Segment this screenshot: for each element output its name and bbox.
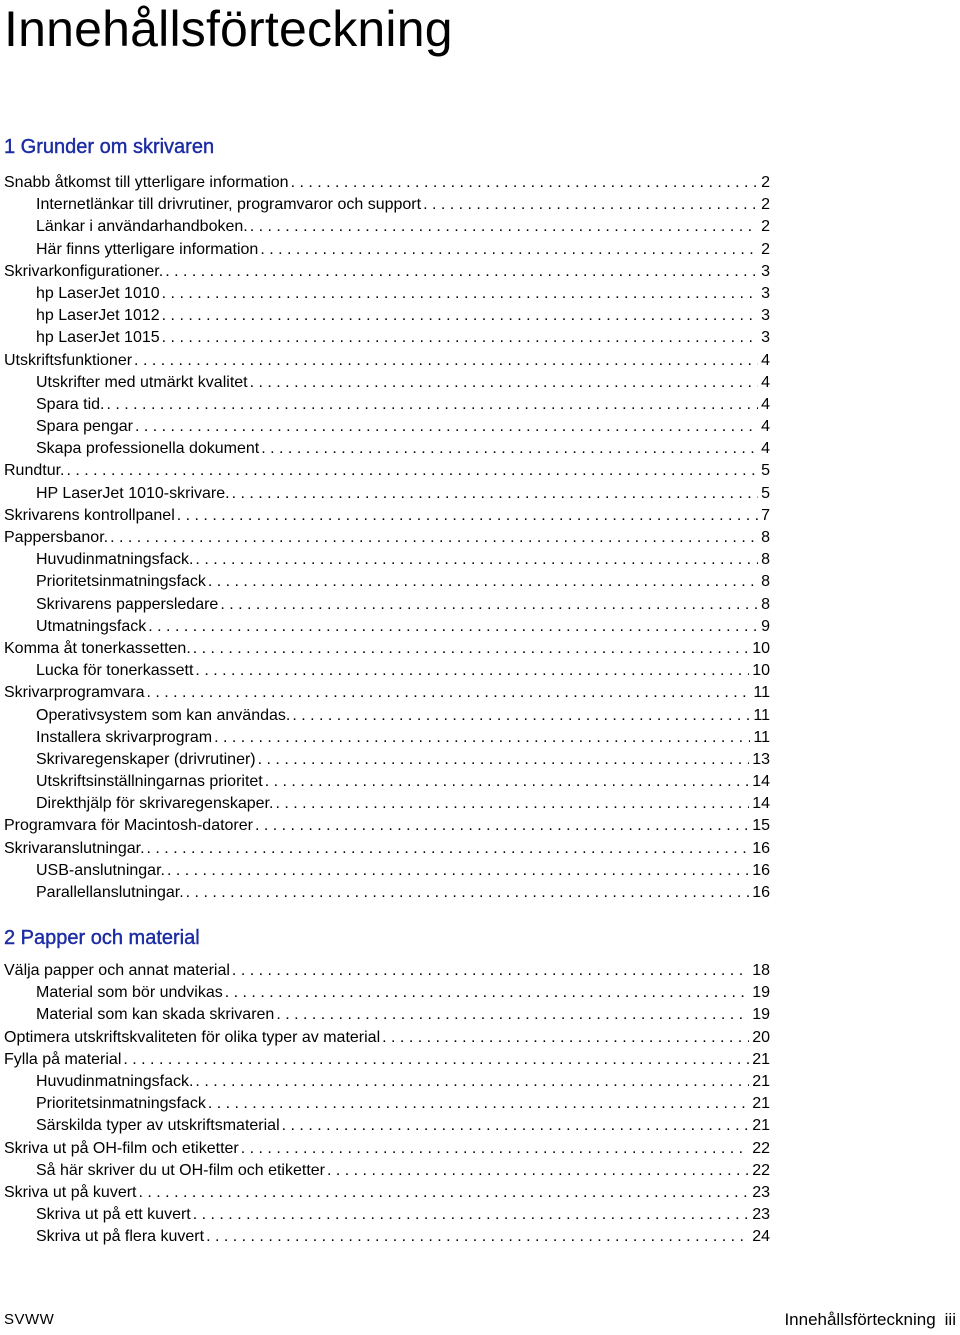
chapter-section xyxy=(4,134,770,904)
toc-entry-page-number: 4 xyxy=(761,373,770,391)
toc-dot-leader xyxy=(184,882,750,904)
toc-entry-page-number: 16 xyxy=(752,839,770,857)
toc-dot-leader xyxy=(223,982,749,1004)
toc-entry-title: USB-anslutningar. xyxy=(36,861,165,879)
toc-dot-leader xyxy=(230,960,749,982)
toc-entry[interactable] xyxy=(4,660,770,682)
toc-entry[interactable] xyxy=(4,261,770,283)
toc-entry-page-number: 16 xyxy=(752,861,770,879)
toc-entry-page-number: 4 xyxy=(761,351,770,369)
toc-entry-page-number: 18 xyxy=(752,962,770,979)
toc-entry-title: Snabb åtkomst till ytterligare information xyxy=(4,174,289,191)
toc-entry[interactable] xyxy=(4,505,770,527)
toc-dot-leader xyxy=(258,239,758,261)
toc-entry-title: Internetlänkar till drivrutiner, programvaror och support xyxy=(36,196,422,214)
toc-entry-title: Spara tid. xyxy=(36,395,105,413)
toc-dot-leader xyxy=(191,1204,749,1226)
toc-entry-page-number: 23 xyxy=(752,1183,770,1201)
toc-entry-page-number: 3 xyxy=(761,262,770,280)
toc-entry[interactable] xyxy=(4,283,770,305)
toc-entry-title: Utmatningsfack xyxy=(36,617,147,635)
toc-entry-page-number: 21 xyxy=(752,1095,770,1113)
toc-entry-title: Huvudinmatningsfack. xyxy=(36,551,194,569)
toc-dot-leader xyxy=(175,505,758,527)
toc-entry-page-number: 22 xyxy=(752,1161,770,1179)
toc-dot-leader xyxy=(273,793,749,815)
toc-entry[interactable] xyxy=(4,1204,770,1226)
toc-entry[interactable] xyxy=(4,239,770,261)
page-title: Innehållsförteckning xyxy=(4,1,453,57)
toc-entry-page-number: 13 xyxy=(752,750,770,768)
toc-entry-title: Skrivarens pappersledare xyxy=(36,595,219,613)
toc-entry-page-number: 2 xyxy=(761,240,770,258)
toc-entry-title: Installera skrivarprogram xyxy=(36,728,213,746)
footer-title: Innehållsförteckning xyxy=(784,1310,936,1329)
toc-entry-page-number: 15 xyxy=(752,817,770,835)
toc-entry-title: hp LaserJet 1015 xyxy=(36,329,160,347)
toc-entry-title: Skriva ut på OH-film och etiketter xyxy=(4,1139,239,1157)
toc-dot-leader xyxy=(218,594,758,616)
toc-entry-page-number: 4 xyxy=(761,440,770,458)
toc-entry-title: Skrivaranslutningar. xyxy=(4,839,145,857)
toc-entry[interactable] xyxy=(4,1027,770,1049)
toc-entry[interactable] xyxy=(4,793,770,815)
toc-entry[interactable] xyxy=(4,638,770,660)
toc-dot-leader xyxy=(248,216,758,238)
chapter-heading[interactable]: 2 Papper och material xyxy=(4,927,200,949)
toc-entry-page-number: 20 xyxy=(752,1028,770,1046)
toc-entry-page-number: 22 xyxy=(752,1139,770,1157)
toc-entry-title: Särskilda typer av utskriftsmaterial xyxy=(36,1117,280,1135)
toc-entry-title: Välja papper och annat material xyxy=(4,962,230,979)
toc-entry[interactable] xyxy=(4,1138,770,1160)
toc-entry-title: Skriva ut på kuvert xyxy=(4,1183,137,1201)
toc-entry-page-number: 10 xyxy=(752,662,770,680)
toc-entry[interactable] xyxy=(4,527,770,549)
toc-entry[interactable] xyxy=(4,1071,770,1093)
toc-entry-title: Här finns ytterligare information xyxy=(36,240,259,258)
toc-dot-leader xyxy=(206,571,758,593)
toc-dot-leader xyxy=(256,749,750,771)
toc-entry-page-number: 3 xyxy=(761,329,770,347)
toc-entry[interactable] xyxy=(4,438,770,460)
toc-entry[interactable] xyxy=(4,460,770,482)
toc-entry-title: Utskriftsfunktioner xyxy=(4,351,133,369)
toc-dot-leader xyxy=(160,283,758,305)
toc-list xyxy=(4,960,770,1248)
toc-entry[interactable] xyxy=(4,1115,770,1137)
toc-entry[interactable] xyxy=(4,549,770,571)
toc-dot-leader xyxy=(193,660,749,682)
toc-entry-page-number: 10 xyxy=(752,639,770,657)
toc-entry-title: Material som bör undvikas xyxy=(36,984,223,1002)
toc-dot-leader xyxy=(380,1027,749,1049)
toc-entry-page-number: 11 xyxy=(753,684,770,702)
toc-dot-leader xyxy=(145,838,750,860)
toc-dot-leader xyxy=(248,372,758,394)
toc-entry[interactable] xyxy=(4,771,770,793)
toc-entry[interactable] xyxy=(4,1093,770,1115)
toc-entry[interactable] xyxy=(4,616,770,638)
toc-entry[interactable] xyxy=(4,394,770,416)
toc-entry-title: Fylla på material xyxy=(4,1050,122,1068)
toc-entry-title: Skrivarkonfigurationer. xyxy=(4,262,164,280)
toc-dot-leader xyxy=(421,194,758,216)
footer-page-label xyxy=(784,1310,956,1330)
toc-dot-leader xyxy=(230,483,759,505)
toc-entry-title: Skrivaregenskaper (drivrutiner) xyxy=(36,750,256,768)
toc-entry-page-number: 11 xyxy=(753,728,770,746)
toc-entry-title: Komma åt tonerkassetten. xyxy=(4,639,191,657)
toc-entry[interactable] xyxy=(4,194,770,216)
toc-entry[interactable] xyxy=(4,372,770,394)
toc-entry[interactable] xyxy=(4,1226,770,1248)
toc-entry-title: HP LaserJet 1010-skrivare. xyxy=(36,484,230,502)
toc-dot-leader xyxy=(204,1226,749,1248)
toc-entry[interactable] xyxy=(4,882,770,904)
toc-entry[interactable] xyxy=(4,1049,770,1071)
toc-entry-title: Prioritetsinmatningsfack xyxy=(36,573,206,591)
toc-entry-title: Skrivarens kontrollpanel xyxy=(4,506,175,524)
toc-entry-title: Direkthjälp för skrivaregenskaper. xyxy=(36,795,274,813)
toc-entry-page-number: 19 xyxy=(752,1006,770,1024)
toc-entry-page-number: 23 xyxy=(752,1206,770,1224)
toc-dot-leader xyxy=(325,1160,749,1182)
toc-dot-leader xyxy=(132,350,758,372)
toc-dot-leader xyxy=(160,327,758,349)
toc-entry-title: Spara pengar xyxy=(36,418,133,436)
toc-entry-page-number: 8 xyxy=(761,551,770,569)
toc-entry-title: Länkar i användarhandboken. xyxy=(36,218,248,236)
toc-dot-leader xyxy=(191,638,749,660)
toc-dot-leader xyxy=(108,527,758,549)
toc-entry[interactable] xyxy=(4,594,770,616)
toc-entry[interactable] xyxy=(4,838,770,860)
toc-entry[interactable] xyxy=(4,982,770,1004)
toc-entry-page-number: 7 xyxy=(761,506,770,524)
toc-dot-leader xyxy=(193,549,758,571)
toc-entry-page-number: 11 xyxy=(753,706,770,724)
toc-dot-leader xyxy=(289,172,759,194)
toc-entry-page-number: 5 xyxy=(761,462,770,480)
toc-entry-page-number: 16 xyxy=(752,884,770,901)
toc-entry-page-number: 24 xyxy=(752,1228,770,1246)
toc-entry[interactable] xyxy=(4,682,770,704)
toc-entry[interactable] xyxy=(4,172,770,194)
toc-dot-leader xyxy=(253,815,749,837)
toc-entry-title: Prioritetsinmatningsfack xyxy=(36,1095,206,1113)
toc-entry-title: Huvudinmatningsfack. xyxy=(36,1072,194,1090)
toc-entry-page-number: 8 xyxy=(761,529,770,546)
toc-entry-title: hp LaserJet 1010 xyxy=(36,284,160,302)
toc-dot-leader xyxy=(212,727,750,749)
toc-entry-title: Programvara för Macintosh-datorer xyxy=(4,817,253,835)
toc-entry[interactable] xyxy=(4,705,770,727)
toc-entry-title: Skriva ut på flera kuvert xyxy=(36,1228,205,1246)
toc-list xyxy=(4,172,770,904)
toc-entry-page-number: 9 xyxy=(761,617,770,635)
toc-entry-page-number: 8 xyxy=(761,595,770,613)
toc-entry-page-number: 3 xyxy=(761,307,770,325)
toc-entry-page-number: 19 xyxy=(752,984,770,1002)
toc-dot-leader xyxy=(239,1138,749,1160)
toc-entry-title: Pappersbanor. xyxy=(4,529,109,546)
toc-entry-page-number: 2 xyxy=(761,174,770,191)
toc-dot-leader xyxy=(144,682,750,704)
toc-entry-page-number: 21 xyxy=(752,1117,770,1135)
toc-entry[interactable] xyxy=(4,1004,770,1026)
toc-entry-title: Parallellanslutningar. xyxy=(36,884,184,901)
toc-entry[interactable] xyxy=(4,571,770,593)
toc-entry[interactable] xyxy=(4,960,770,982)
toc-dot-leader xyxy=(259,438,758,460)
toc-entry-title: Lucka för tonerkassett xyxy=(36,662,194,680)
toc-entry[interactable] xyxy=(4,727,770,749)
toc-entry[interactable] xyxy=(4,1182,770,1204)
toc-entry-page-number: 5 xyxy=(761,484,770,502)
toc-entry-page-number: 4 xyxy=(761,418,770,436)
toc-dot-leader xyxy=(64,460,758,482)
toc-entry-page-number: 8 xyxy=(761,573,770,591)
toc-entry[interactable] xyxy=(4,749,770,771)
toc-entry-page-number: 21 xyxy=(752,1072,770,1090)
toc-entry-page-number: 14 xyxy=(752,773,770,791)
toc-entry-title: Utskriftsinställningarnas prioritet xyxy=(36,773,263,791)
toc-entry[interactable] xyxy=(4,1160,770,1182)
toc-entry-title: Utskrifter med utmärkt kvalitet xyxy=(36,373,248,391)
footer-doc-id: SVWW xyxy=(4,1311,55,1328)
toc-entry[interactable] xyxy=(4,305,770,327)
toc-dot-leader xyxy=(263,771,749,793)
footer-page-number: iii xyxy=(944,1310,956,1329)
toc-dot-leader xyxy=(160,305,758,327)
toc-entry[interactable] xyxy=(4,416,770,438)
toc-dot-leader xyxy=(274,1004,749,1026)
toc-entry-page-number: 21 xyxy=(752,1050,770,1068)
toc-dot-leader xyxy=(206,1093,749,1115)
toc-entry-title: Skapa professionella dokument xyxy=(36,440,260,458)
chapter-heading[interactable]: 1 Grunder om skrivaren xyxy=(4,136,215,158)
toc-entry[interactable] xyxy=(4,327,770,349)
toc-entry-page-number: 14 xyxy=(752,795,770,813)
toc-dot-leader xyxy=(290,705,750,727)
toc-dot-leader xyxy=(165,860,749,882)
toc-entry-title: Operativsystem som kan användas. xyxy=(36,706,291,724)
toc-entry-title: Så här skriver du ut OH-film och etiketter xyxy=(36,1161,325,1179)
toc-entry[interactable] xyxy=(4,860,770,882)
toc-entry-title: Optimera utskriftskvaliteten för olika typer av material xyxy=(4,1028,381,1046)
toc-entry-title: hp LaserJet 1012 xyxy=(36,307,160,325)
chapter-section xyxy=(4,925,770,1248)
toc-dot-leader xyxy=(163,261,758,283)
toc-entry-page-number: 2 xyxy=(761,218,770,236)
toc-entry[interactable] xyxy=(4,350,770,372)
toc-entry-page-number: 4 xyxy=(761,395,770,413)
toc-dot-leader xyxy=(133,416,758,438)
toc-entry-title: Rundtur. xyxy=(4,462,65,480)
toc-dot-leader xyxy=(146,616,758,638)
toc-dot-leader xyxy=(137,1182,750,1204)
toc-entry-page-number: 3 xyxy=(761,284,770,302)
toc-dot-leader xyxy=(193,1071,749,1093)
toc-entry[interactable] xyxy=(4,216,770,238)
toc-dot-leader xyxy=(104,394,758,416)
toc-entry[interactable] xyxy=(4,483,770,505)
toc-entry[interactable] xyxy=(4,815,770,837)
toc-entry-title: Material som kan skada skrivaren xyxy=(36,1006,275,1024)
toc-entry-title: Skriva ut på ett kuvert xyxy=(36,1206,191,1224)
toc-entry-title: Skrivarprogramvara xyxy=(4,684,145,702)
toc-dot-leader xyxy=(121,1049,749,1071)
toc-entry-page-number: 2 xyxy=(761,196,770,214)
toc-dot-leader xyxy=(280,1115,750,1137)
